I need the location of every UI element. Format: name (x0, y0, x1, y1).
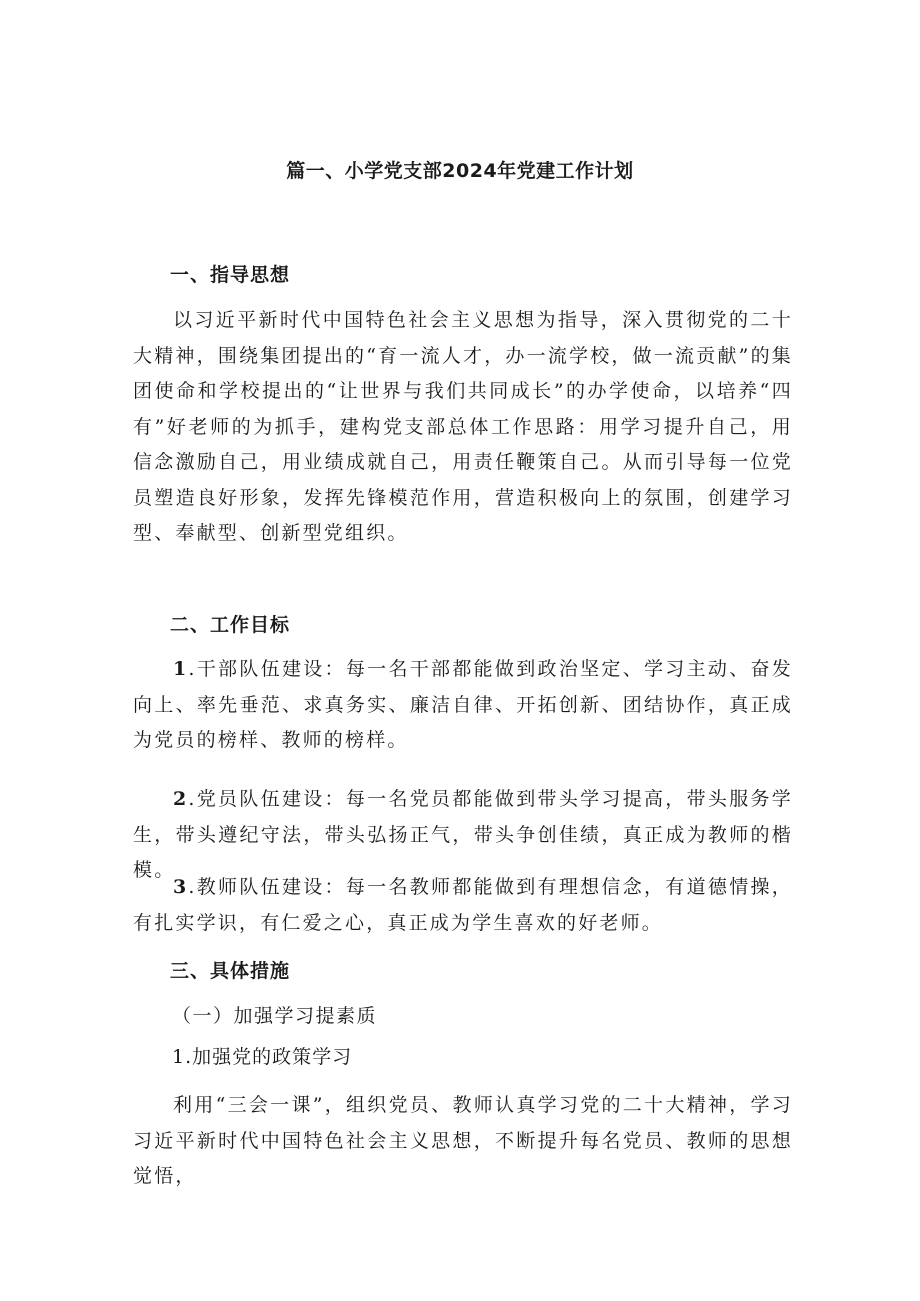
section-heading-work-goals: 二、工作目标 (170, 614, 291, 636)
goal-number: 3 (173, 876, 189, 898)
goal-item (133, 870, 793, 941)
goal-text: .教师队伍建设：每一名教师都能做到有理想信念，有道德情操，有扎实学识，有仁爱之心，真正成为学生喜欢的好老师。 (133, 876, 793, 934)
item-title: 1.加强党的政策学习 (172, 1046, 353, 1068)
goal-text: .党员队伍建设：每一名党员都能做到带头学习提高，带头服务学生，带头遵纪守法，带头弘扬正气，带头争创佳绩，真正成为教师的楷模。 (133, 788, 793, 881)
section-heading-guiding-ideology: 一、指导思想 (170, 264, 291, 286)
goal-number: 1 (173, 658, 189, 680)
goal-number: 2 (173, 788, 189, 810)
section-heading-specific-measures: 三、具体措施 (170, 960, 291, 982)
document-title: 篇一、小学党支部2024年党建工作计划 (286, 160, 634, 182)
goal-text: .干部队伍建设：每一名干部都能做到政治坚定、学习主动、奋发向上、率先垂范、求真务实、廉洁自律、开拓创新、团结协作，真正成为党员的榜样、教师的榜样。 (133, 658, 793, 751)
policy-study-paragraph: 利用“三会一课”，组织党员、教师认真学习党的二十大精神，学习习近平新时代中国特色社会主义思想，不断提升每名党员、教师的思想觉悟， (133, 1094, 793, 1187)
subsection-heading: （一）加强学习提素质 (172, 1005, 378, 1027)
guiding-ideology-paragraph: 以习近平新时代中国特色社会主义思想为指导，深入贯彻党的二十大精神，围绕集团提出的“育一流人才，办一流学校，做一流贡献”的集团使命和学校提出的“让世界与我们共同成长”的办学使命，以培养“四有”好老师的为抓手，建构党支部总体工作思路：用学习提升自己，用信念激励自己，用业绩成就自己，用责任鞭策自己。从而引导每一位党员塑造良好形象，发挥先锋模范作用，营造积极向上的氛围，创建学习型、奉献型、创新型党组织。 (133, 309, 793, 544)
goal-item (133, 652, 793, 759)
